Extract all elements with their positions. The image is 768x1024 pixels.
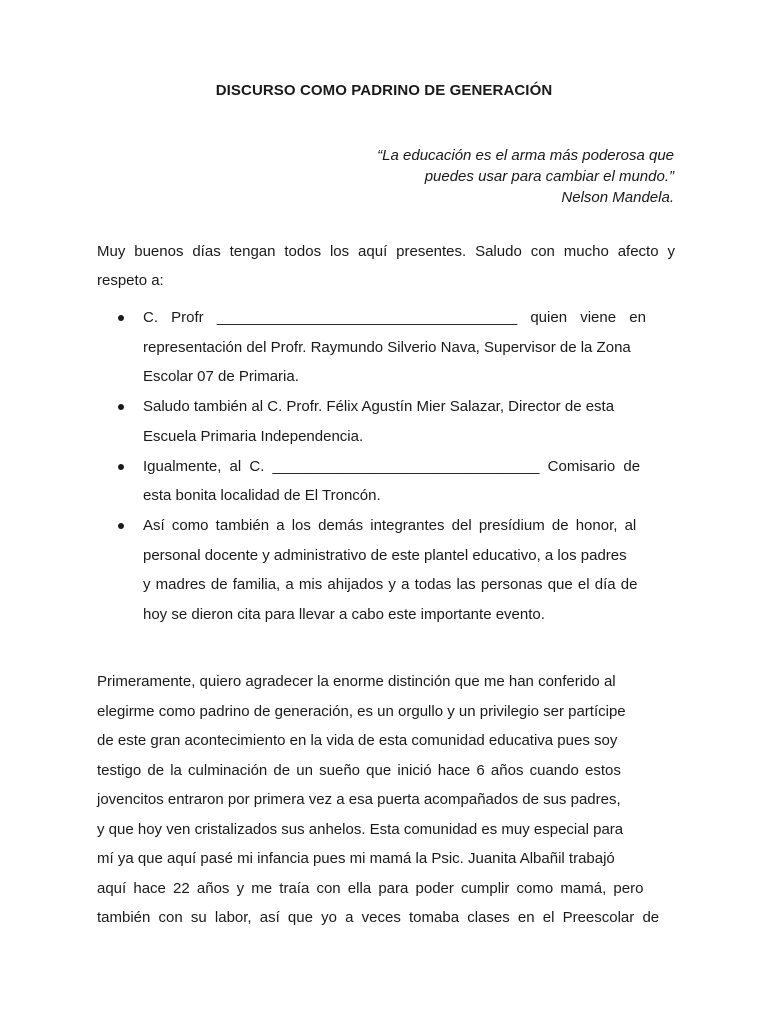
- text-line: de este gran acontecimiento en la vida de esta comunidad educativa pues soy: [97, 732, 618, 749]
- text-line: Primeramente, quiero agradecer la enorme distinción que me han conferido al: [97, 673, 616, 690]
- text-line: testigo de la culminación de un sueño que inició hace 6 años cuando estos: [97, 761, 621, 779]
- list-item: [0, 511, 768, 630]
- text-line: y que hoy ven cristalizados sus anhelos. Esta comunidad es muy especial para: [97, 820, 624, 838]
- text-line: Así como también a los demás integrantes del presídium de honor, al: [143, 516, 637, 534]
- epigraph-author: Nelson Mandela.: [561, 189, 674, 206]
- text-line: Igualmente, al C. ________________________________ Comisario de: [143, 457, 641, 475]
- text-line: aquí hace 22 años y me traía con ella para poder cumplir como mamá, pero: [97, 879, 644, 897]
- text-line: Saludo también al C. Profr. Félix Agustín Mier Salazar, Director de esta: [143, 398, 615, 416]
- list-item: [0, 303, 768, 392]
- text-line: también con su labor, así que yo a veces tomaba clases en el Preescolar de: [97, 909, 660, 926]
- text-line: respeto a:: [97, 272, 164, 289]
- text-line: representación del Profr. Raymundo Silverio Nava, Supervisor de la Zona: [143, 338, 631, 356]
- greeting-paragraph: [97, 237, 675, 295]
- text-line: jovencitos entraron por primera vez a esa puerta acompañados de sus padres,: [97, 791, 621, 808]
- text-line: Escolar 07 de Primaria.: [143, 368, 299, 386]
- text-line: hoy se dieron cita para llevar a cabo este importante evento.: [143, 606, 545, 624]
- text-line: mí ya que aquí pasé mi infancia pues mi mamá la Psic. Juanita Albañil trabajó: [97, 850, 615, 867]
- greeting-list: [0, 303, 768, 630]
- document-title: DISCURSO COMO PADRINO DE GENERACIÓN: [215, 82, 553, 99]
- epigraph: [340, 145, 674, 208]
- text-line: personal docente y administrativo de este plantel educativo, a los padres: [143, 546, 627, 564]
- text-line: C. Profr ____________________________________ quien viene en: [143, 309, 646, 326]
- bullet-icon: [118, 523, 124, 529]
- text-line: Muy buenos días tengan todos los aquí presentes. Saludo con mucho afecto y: [97, 243, 675, 260]
- bullet-icon: [118, 464, 124, 470]
- bullet-icon: [118, 315, 124, 321]
- text-line: esta bonita localidad de El Troncón.: [143, 487, 381, 505]
- list-item: [0, 392, 768, 451]
- epigraph-line: puedes usar para cambiar el mundo.”: [424, 168, 674, 185]
- bullet-icon: [118, 404, 124, 410]
- epigraph-line: “La educación es el arma más poderosa que: [377, 147, 674, 164]
- text-line: elegirme como padrino de generación, es un orgullo y un privilegio ser partícipe: [97, 702, 626, 720]
- list-item: [0, 452, 768, 511]
- body-paragraph: [97, 667, 675, 933]
- text-line: Escuela Primaria Independencia.: [143, 427, 364, 445]
- text-line: y madres de familia, a mis ahijados y a todas las personas que el día de: [143, 576, 638, 594]
